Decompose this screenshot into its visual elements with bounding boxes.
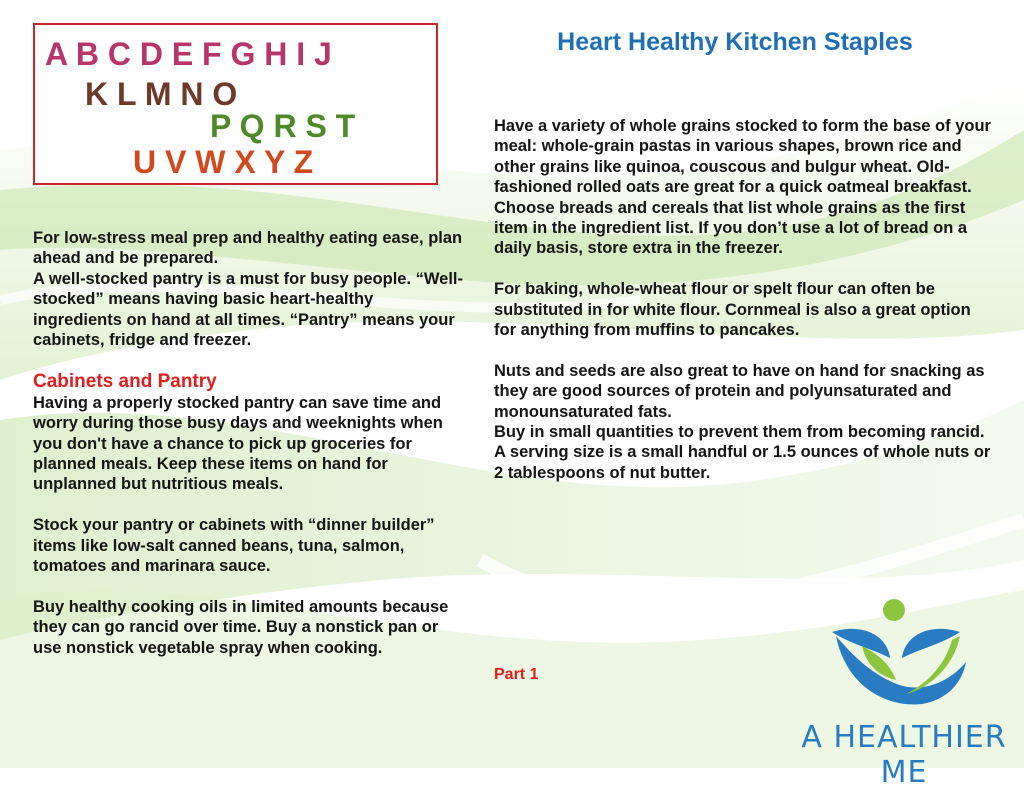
right-column <box>494 116 994 483</box>
alphabet-letters <box>45 36 356 180</box>
section-heading: Cabinets and Pantry <box>33 370 217 392</box>
alphabet-row-4: U V W X Y Z <box>133 144 314 180</box>
logo-figure-icon <box>826 596 966 716</box>
alphabet-row-2: K L M N O <box>85 76 238 112</box>
paragraph: For baking, whole-wheat flour or spelt flour can often be substituted in for white flour. Cornmeal is also a great option for anything from muffins to pancakes. <box>494 280 971 340</box>
alphabet-row-1: A B C D E F G H I J <box>45 36 332 72</box>
fruit-alphabet-graphic <box>35 25 436 183</box>
alphabet-image <box>33 23 438 185</box>
left-column <box>33 228 463 658</box>
paragraph: Having a properly stocked pantry can save time and worry during those busy days and weeknights when you don't have a chance to pick up groceries for planned meals. Keep these items on hand for unplanned but nutritious meals. <box>33 393 443 494</box>
paragraph: Stock your pantry or cabinets with “dinner builder” items like low-salt canned beans, tuna, salmon, tomatoes and marinara sauce. <box>33 516 435 576</box>
paragraph: Buy in small quantities to prevent them from becoming rancid. A serving size is a small handful or 1.5 ounces of whole nuts or 2 tablespoons of nut butter. <box>494 423 991 482</box>
brand-name: A HEALTHIER ME <box>801 720 1007 790</box>
intro-text: For low-stress meal prep and healthy eating ease, plan ahead and be prepared. <box>33 229 463 268</box>
intro-text-2: A well-stocked pantry is a must for busy people. “Well-stocked” means having basic heart-healthy ingredients on hand at all times. “Pantry” means your cabinets, fridge and freezer. <box>33 269 464 350</box>
paragraph: Choose breads and cereals that list whole grains as the first item in the ingredient list. If you don’t use a lot of bread on a daily basis, store extra in the freezer. <box>494 198 968 258</box>
part-label: Part 1 <box>494 666 539 683</box>
paragraph: Buy healthy cooking oils in limited amounts because they can go rancid over time. Buy a nonstick pan or use nonstick vegetable spray when cooking. <box>33 597 449 657</box>
paragraph: Nuts and seeds are also great to have on hand for snacking as they are good sources of protein and polyunsaturated and monounsaturated fats. <box>494 361 985 421</box>
alphabet-row-3: P Q R S T <box>210 108 356 144</box>
paragraph: Have a variety of whole grains stocked to form the base of your meal: whole-grain pastas in various shapes, brown rice and other grains like quinoa, couscous and bulgur wheat. Old-fashioned rolled oats are great for a quick oatmeal breakfast. <box>494 117 991 197</box>
page-title: Heart Healthy Kitchen Staples <box>557 28 913 56</box>
